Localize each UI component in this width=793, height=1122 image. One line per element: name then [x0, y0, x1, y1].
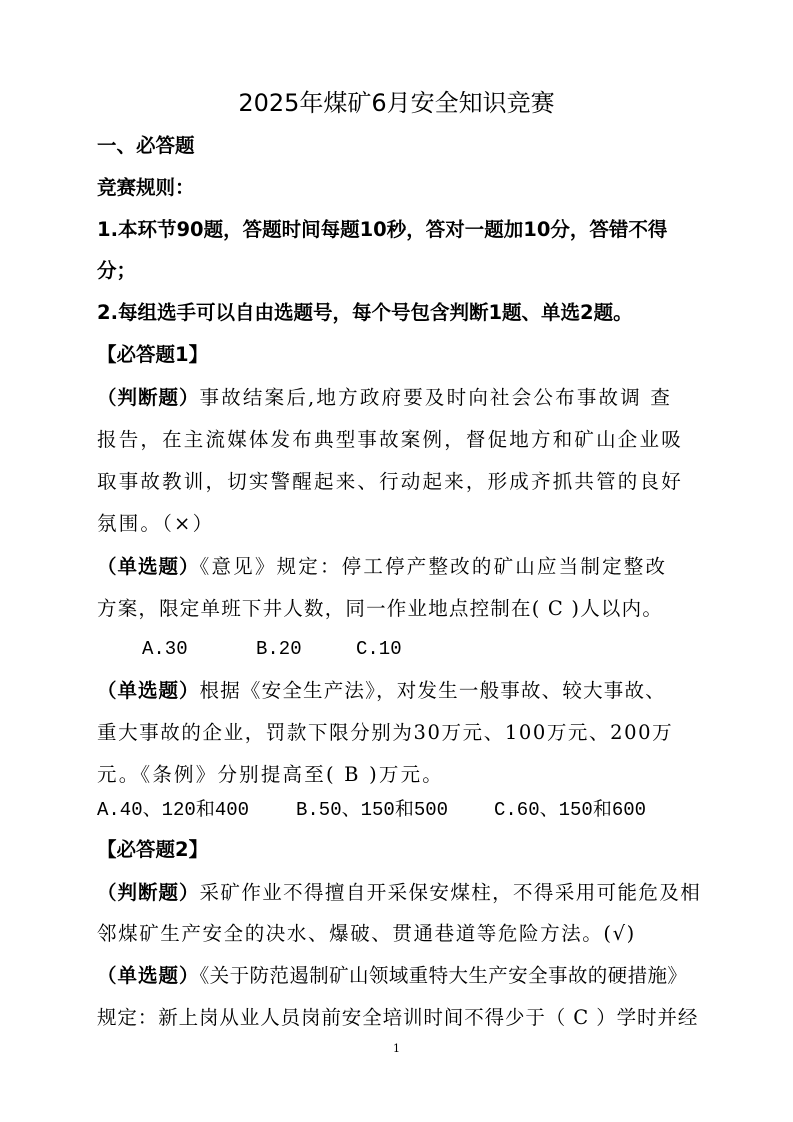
question-line: 邻煤矿生产安全的决水、爆破、贯通巷道等危险方法。(√)	[97, 922, 636, 945]
question-type: （单选题）	[97, 555, 200, 578]
question-line: 氛围。（×）	[97, 512, 215, 535]
option-b: B.50、150和500	[296, 799, 449, 821]
question-type: （单选题）	[97, 964, 200, 987]
question-line: 元。《条例》分别提高至( B )万元。	[97, 763, 444, 786]
question-text: 《意见》规定：停工停产整改的矿山应当制定整改	[199, 555, 668, 578]
rule-line: 2.每组选手可以自由选题号，每个号包含判断1题、单选2题。	[97, 301, 633, 324]
option-a: A.40、120和400	[97, 799, 250, 821]
option-c: C.10	[356, 638, 402, 660]
option-c: C.60、150和600	[494, 799, 647, 821]
question-type: （判断题）	[97, 881, 200, 904]
question-text: 采矿作业不得擅自开采保安煤柱，不得采用可能危及相	[199, 881, 702, 904]
question-line	[97, 963, 687, 989]
rules-heading: 竞赛规则：	[97, 176, 195, 199]
question-line: 取事故教训，切实警醒起来、行动起来，形成齐抓共管的良好	[97, 470, 683, 493]
question-type: （判断题）	[97, 386, 200, 409]
question-line: 方案，限定单班下井人数，同一作业地点控制在( C )人以内。	[97, 597, 664, 620]
question-type: （单选题）	[97, 679, 200, 702]
rule-line: 1.本环节90题，答题时间每题10秒，答对一题加10分，答错不得	[97, 218, 668, 241]
rule-line: 分；	[97, 259, 137, 282]
question-line	[97, 678, 666, 704]
group-heading: 【必答题2】	[97, 838, 209, 861]
option-a: A.30	[142, 638, 188, 660]
question-text: 《关于防范遏制矿山领域重特大生产安全事故的硬措施》	[199, 964, 688, 987]
page-number: 1	[393, 1042, 400, 1055]
section-heading: 一、必答题	[97, 134, 195, 157]
page-title: 2025年煤矿6月安全知识竞赛	[238, 89, 555, 117]
question-line	[97, 880, 701, 906]
group-heading: 【必答题1】	[97, 343, 209, 366]
question-line: 规定：新上岗从业人员岗前安全培训时间不得少于（ C ）学时并经	[97, 1006, 699, 1029]
question-line: 重大事故的企业，罚款下限分别为30万元、100万元、200万	[97, 721, 674, 744]
question-line	[97, 554, 667, 580]
option-b: B.20	[256, 638, 302, 660]
question-line	[97, 385, 672, 411]
question-line: 报告，在主流媒体发布典型事故案例，督促地方和矿山企业吸	[97, 428, 683, 451]
question-text: 事故结案后,地方政府要及时向社会公布事故调 查	[199, 386, 673, 409]
question-text: 根据《安全生产法》，对发生一般事故、较大事故、	[199, 679, 666, 702]
